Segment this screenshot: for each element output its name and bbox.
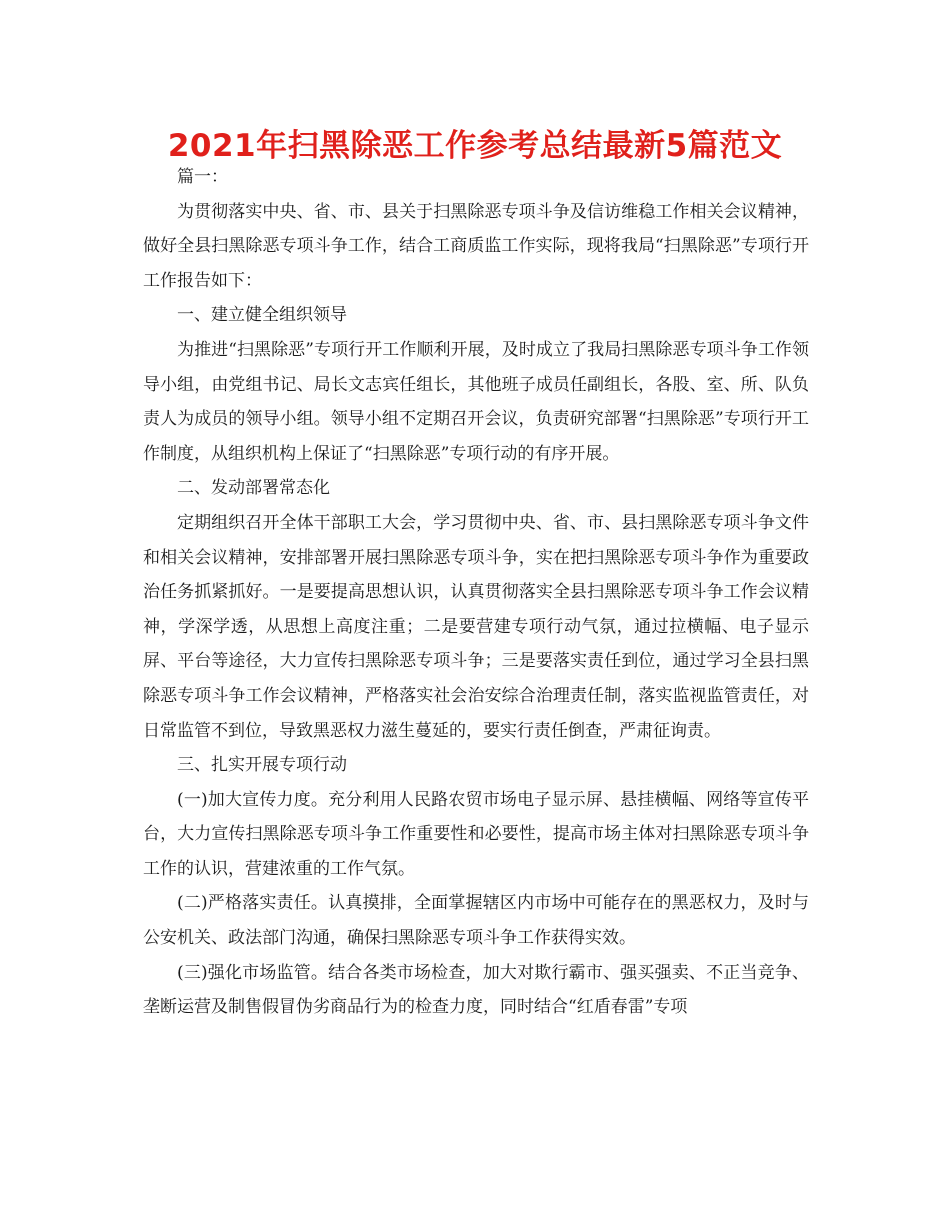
document-body — [143, 160, 809, 1025]
heading-mobilization: 二、发动部署常态化 — [177, 478, 330, 499]
paragraph-organization: 为推进“扫黑除恶”专项行开工作顺利开展，及时成立了我局扫黑除恶专项斗争工作领导小组，由党组书记、局长文志宾任组长，其他班子成员任副组长，各股、室、所、队负责人为成员的领导小组。领导小组不定期召开会议，负责研究部署“扫黑除恶”专项行开工作制度，从组织机构上保证了“扫黑除恶”专项行动的有序开展。 — [143, 339, 809, 464]
heading-organization: 一、建立健全组织领导 — [177, 305, 347, 326]
paragraph-publicity: (一)加大宣传力度。充分利用人民路农贸市场电子显示屏、悬挂横幅、网络等宣传平台，大力宣传扫黑除恶专项斗争工作重要性和必要性，提高市场主体对扫黑除恶专项斗争工作的认识，营建浓重的工作气氛。 — [143, 789, 809, 879]
paragraph-section-label: 篇一： — [177, 167, 228, 187]
paragraph-market-supervision: (三)强化市场监管。结合各类市场检查，加大对欺行霸市、强买强卖、不正当竞争、垄断运营及制售假冒伪劣商品行为的检查力度，同时结合“红盾春雷”专项 — [143, 962, 809, 1018]
paragraph-responsibility: (二)严格落实责任。认真摸排，全面掌握辖区内市场中可能存在的黑恶权力，及时与公安机关、政法部门沟通，确保扫黑除恶专项斗争工作获得实效。 — [143, 893, 809, 949]
paragraph-intro: 为贯彻落实中央、省、市、县关于扫黑除恶专项斗争及信访维稳工作相关会议精神，做好全县扫黑除恶专项斗争工作，结合工商质监工作实际，现将我局“扫黑除恶”专项行开工作报告如下： — [143, 201, 809, 291]
heading-special-action: 三、扎实开展专项行动 — [177, 755, 347, 776]
paragraph-mobilization: 定期组织召开全体干部职工大会，学习贯彻中央、省、市、县扫黑除恶专项斗争文件和相关会议精神，安排部署开展扫黑除恶专项斗争，实在把扫黑除恶专项斗争作为重要政治任务抓紧抓好。一是要提高思想认识，认真贯彻落实全县扫黑除恶专项斗争工作会议精神，学深学透，从思想上高度注重；二是要营建专项行动气氛，通过拉横幅、电子显示屏、平台等途径，大力宣传扫黑除恶专项斗争；三是要落实责任到位，通过学习全县扫黑除恶专项斗争工作会议精神，严格落实社会治安综合治理责任制，落实监视监管责任，对日常监管不到位，导致黑恶权力滋生蔓延的，要实行责任倒查，严肃征询责。 — [143, 512, 809, 741]
document-title: 2021年扫黑除恶工作参考总结最新5篇范文 — [167, 128, 783, 164]
